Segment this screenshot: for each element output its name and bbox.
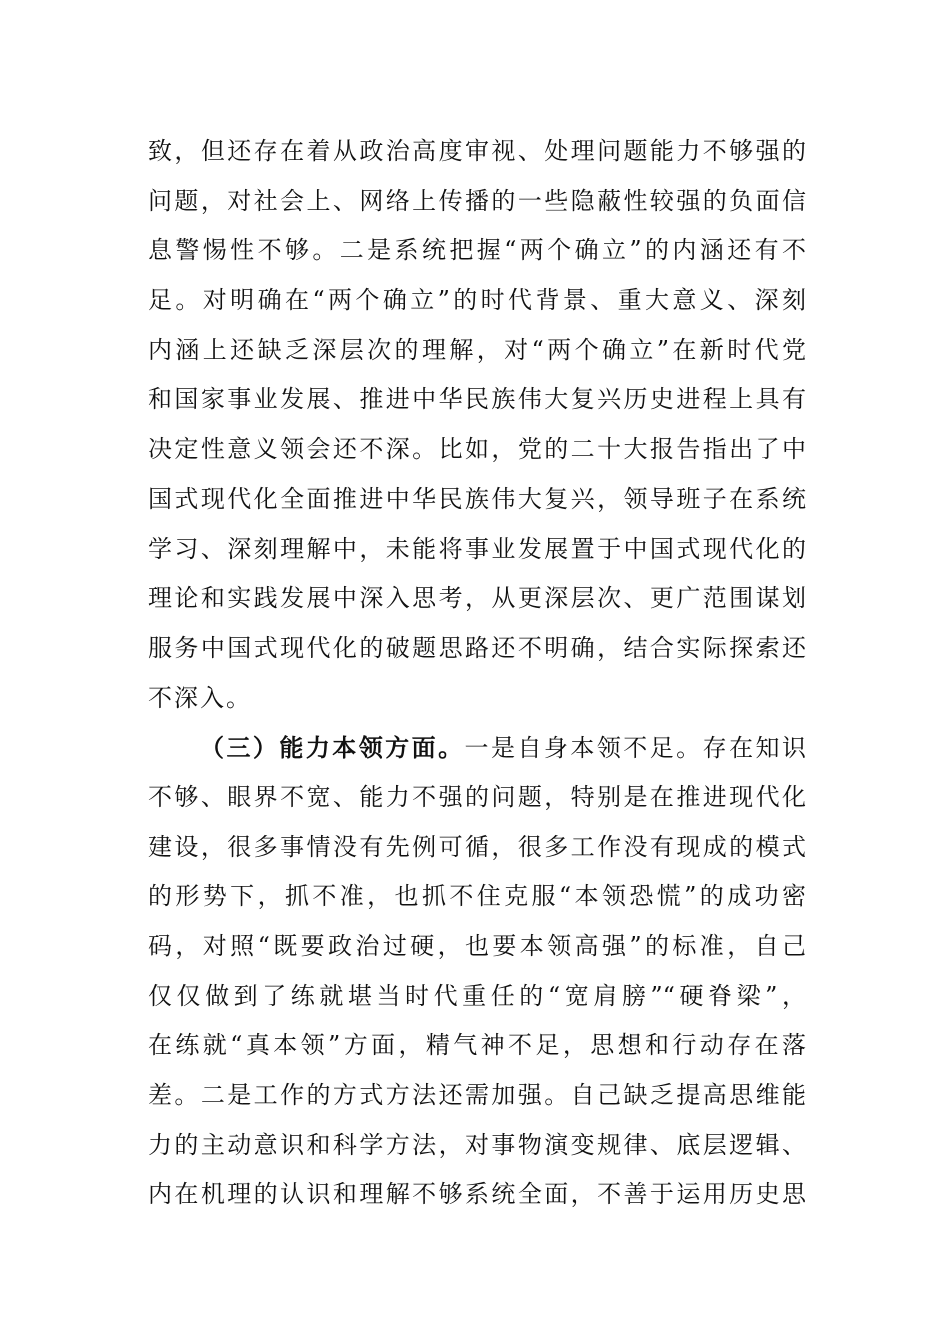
paragraph-2 [148,723,806,1220]
text-line: 国式现代化全面推进中华民族伟大复兴，领导班子在系统 [148,484,806,513]
text-line: 内在机理的认识和理解不够系统全面，不善于运用历史思 [148,1180,806,1209]
text-line: 服务中国式现代化的破题思路还不明确，结合实际探索还 [148,633,806,662]
text-line: 建设，很多事情没有先例可循，很多工作没有现成的模式 [148,832,806,861]
text-line: 问题，对社会上、网络上传播的一些隐蔽性较强的负面信 [148,186,806,215]
text-line: 和国家事业发展、推进中华民族伟大复兴历史进程上具有 [148,385,806,414]
document-page [148,127,806,1220]
text-line: 致，但还存在着从政治高度审视、处理问题能力不够强的 [148,137,806,165]
paragraph-text: 一是自身本领不足。存在知识 [464,734,807,763]
text-line: 内涵上还缺乏深层次的理解，对“两个确立”在新时代党 [148,335,806,364]
text-line: 的形势下，抓不准，也抓不住克服“本领恐慌”的成功密 [148,882,806,911]
text-line: 仅仅做到了练就堪当时代重任的“宽肩膀”“硬脊梁”， [148,981,806,1010]
text-line: 在练就“真本领”方面，精气神不足，思想和行动存在落 [148,1031,806,1060]
text-line: 决定性意义领会还不深。比如，党的二十大报告指出了中 [148,435,806,464]
paragraph-1 [148,127,806,723]
text-line: 不够、眼界不宽、能力不强的问题，特别是在推进现代化 [148,782,806,811]
text-line: 力的主动意识和科学方法，对事物演变规律、底层逻辑、 [148,1130,806,1159]
paragraph-2-first-line [148,723,806,773]
text-line: 息警惕性不够。二是系统把握“两个确立”的内涵还有不 [148,236,806,265]
text-line: 学习、深刻理解中，未能将事业发展置于中国式现代化的 [148,534,806,563]
text-line: 不深入。 [148,683,252,712]
text-line: 理论和实践发展中深入思考，从更深层次、更广范围谋划 [148,584,806,613]
text-line: 足。对明确在“两个确立”的时代背景、重大意义、深刻 [148,286,806,315]
section-heading: （三）能力本领方面。 [200,733,465,763]
text-line: 差。二是工作的方式方法还需加强。自己缺乏提高思维能 [148,1081,806,1110]
text-line: 码，对照“既要政治过硬，也要本领高强”的标准，自己 [148,932,806,960]
